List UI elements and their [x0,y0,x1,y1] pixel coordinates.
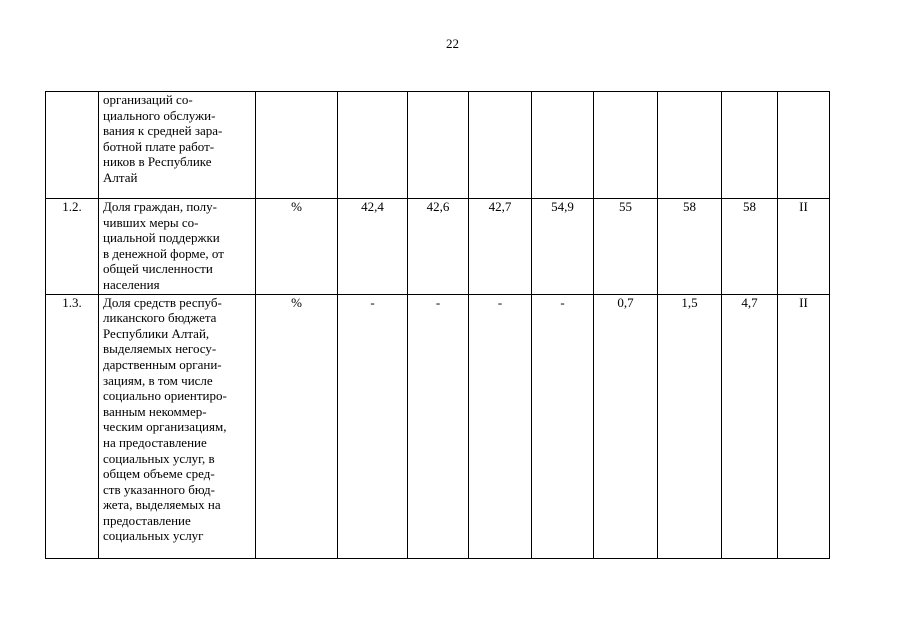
value-cell: 54,9 [532,199,594,295]
section-cell [778,92,830,199]
table-row [46,294,830,558]
value-cell [408,92,469,199]
indicator-name: Доля средств респуб- ликанского бюджета Республики Алтай, выделяемых негосу- дарственным органи- зациям, в том числе социально ориентиро- ванным некоммер- ческим организациям, на предоставление социальных услуг, в общем объеме сред- ств указанного бюд- жета, выделяемых на предоставление социальных услуг [99,294,256,558]
row-number [46,92,99,199]
row-number: 1.2. [46,199,99,295]
value-cell: 58 [658,199,722,295]
value-cell [658,92,722,199]
value-cell [469,92,532,199]
indicators-table [45,91,830,559]
page-number: 22 [446,36,459,51]
section-cell: II [778,199,830,295]
value-cell: - [532,294,594,558]
indicator-name: организаций со- циального обслужи- вания к средней зара- ботной плате работ- ников в Республике Алтай [99,92,256,199]
value-cell: - [338,294,408,558]
value-cell: 42,7 [469,199,532,295]
unit-cell: % [256,294,338,558]
value-cell: 4,7 [722,294,778,558]
value-cell: 42,4 [338,199,408,295]
value-cell: 42,6 [408,199,469,295]
value-cell: 55 [594,199,658,295]
row-number: 1.3. [46,294,99,558]
section-cell: II [778,294,830,558]
value-cell [338,92,408,199]
value-cell [594,92,658,199]
value-cell: - [469,294,532,558]
table-row [46,92,830,199]
value-cell: - [408,294,469,558]
value-cell: 58 [722,199,778,295]
indicator-name: Доля граждан, полу- чивших меры со- циальной поддержки в денежной форме, от общей численности населения [99,199,256,295]
value-cell: 1,5 [658,294,722,558]
unit-cell [256,92,338,199]
value-cell [532,92,594,199]
value-cell [722,92,778,199]
unit-cell: % [256,199,338,295]
table-row [46,199,830,295]
value-cell: 0,7 [594,294,658,558]
